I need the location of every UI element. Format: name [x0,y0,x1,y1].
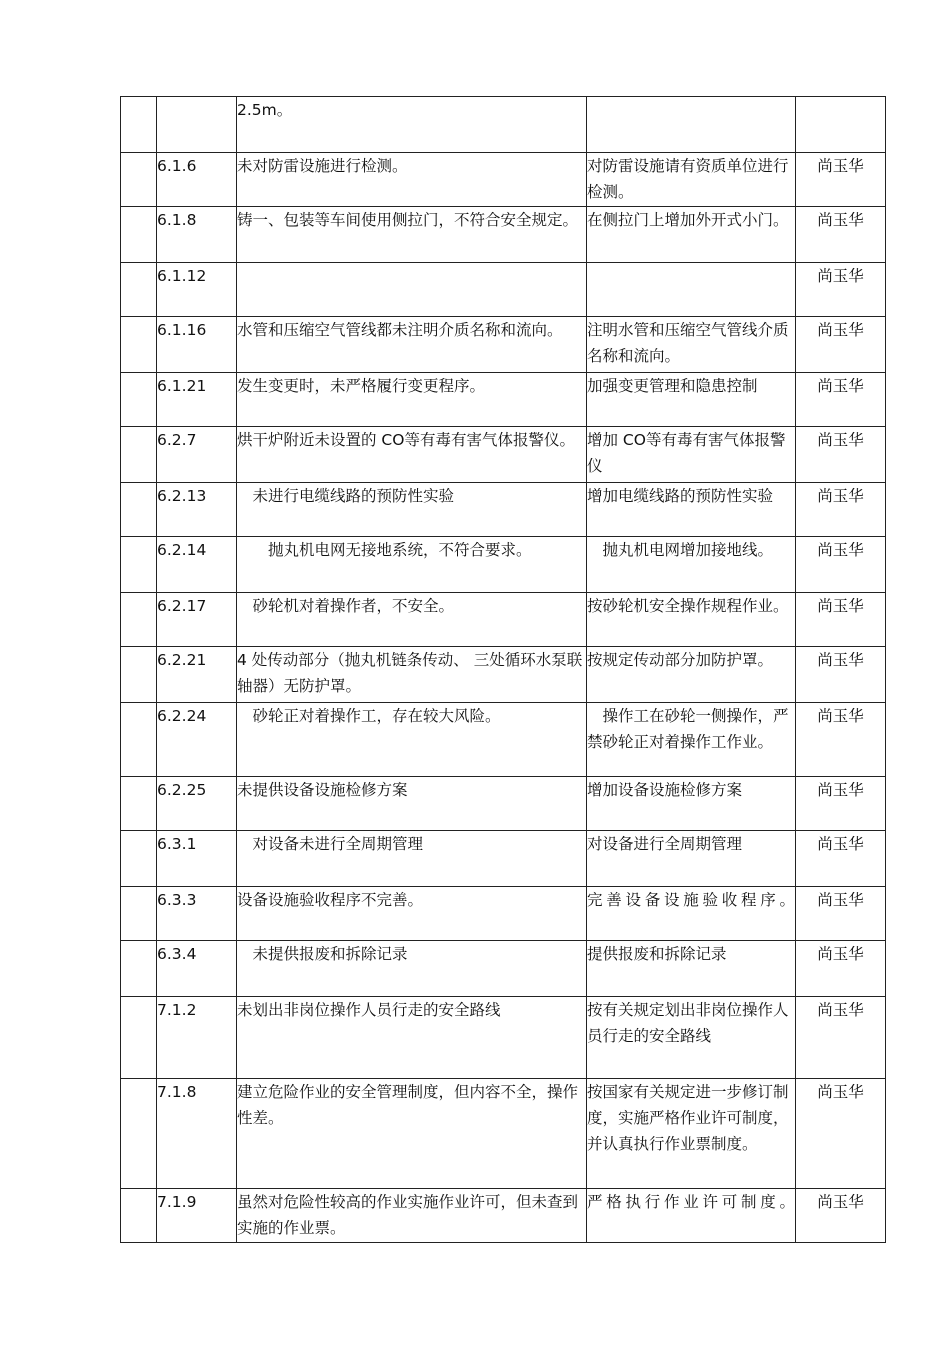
table-row [121,97,886,153]
row-index-cell [121,647,157,703]
issue-cell [237,373,587,427]
issue-cell-text: 未划出非岗位操作人员行走的安全路线 [237,1001,501,1019]
measure-cell [587,483,796,537]
measure-cell-text: 提供报废和拆除记录 [587,945,727,963]
owner-cell-text: 尚玉华 [817,597,864,615]
owner-cell-text: 尚玉华 [817,487,864,505]
row-index-cell [121,1189,157,1243]
row-index-cell [121,941,157,997]
owner-cell [796,537,886,593]
owner-cell [796,941,886,997]
issue-cell-text: 对设备未进行全周期管理 [237,835,424,853]
owner-cell [796,153,886,207]
row-index-cell [121,153,157,207]
issue-cell-text: 砂轮正对着操作工，存在较大风险。 [237,707,501,725]
owner-cell [796,373,886,427]
owner-cell [796,887,886,941]
owner-cell [796,97,886,153]
measure-cell-text: 增加 CO等有毒有害气体报警仪 [587,431,786,475]
clause-code-cell-text: 6.1.6 [157,157,197,175]
owner-cell-text: 尚玉华 [817,945,864,963]
issue-cell [237,1079,587,1189]
measure-cell [587,427,796,483]
issue-cell [237,263,587,317]
clause-code-cell [157,941,237,997]
owner-cell-text: 尚玉华 [817,157,864,175]
issue-cell-text: 发生变更时，未严格履行变更程序。 [237,377,486,395]
row-index-cell [121,483,157,537]
row-index-cell [121,373,157,427]
issue-cell [237,703,587,777]
measure-cell [587,887,796,941]
row-index-cell [121,317,157,373]
owner-cell [796,831,886,887]
table-row [121,153,886,207]
row-index-cell [121,427,157,483]
measure-cell-text: 按砂轮机安全操作规程作业。 [587,597,789,615]
issue-cell [237,831,587,887]
row-index-cell [121,263,157,317]
measure-cell-text: 增加电缆线路的预防性实验 [587,487,774,505]
clause-code-cell-text: 6.1.8 [157,211,197,229]
clause-code-cell-text: 6.3.3 [157,891,197,909]
measure-cell-text: 对防雷设施请有资质单位进行检测。 [587,157,789,201]
issue-cell [237,427,587,483]
clause-code-cell [157,263,237,317]
measure-cell [587,997,796,1079]
table-row [121,317,886,373]
issue-cell [237,941,587,997]
clause-code-cell [157,647,237,703]
measure-cell [587,537,796,593]
measure-cell [587,703,796,777]
owner-cell-text: 尚玉华 [817,781,864,799]
issue-cell-text: 建立危险作业的安全管理制度，但内容不全，操作性差。 [237,1083,579,1127]
row-index-cell [121,97,157,153]
clause-code-cell [157,537,237,593]
clause-code-cell [157,997,237,1079]
issue-cell-text: 砂轮机对着操作者，不安全。 [237,597,455,615]
row-index-cell [121,1079,157,1189]
row-index-cell [121,703,157,777]
table-row [121,593,886,647]
owner-cell-text: 尚玉华 [817,377,864,395]
clause-code-cell-text: 6.2.24 [157,707,207,725]
clause-code-cell-text: 6.2.7 [157,431,197,449]
owner-cell [796,997,886,1079]
issue-cell-text: 未对防雷设施进行检测。 [237,157,408,175]
issue-cell-text: 抛丸机电网无接地系统，不符合要求。 [237,541,532,559]
clause-code-cell [157,373,237,427]
owner-cell [796,1189,886,1243]
table-row [121,647,886,703]
clause-code-cell [157,207,237,263]
measure-cell [587,593,796,647]
issue-cell [237,777,587,831]
measure-cell [587,1189,796,1243]
owner-cell-text: 尚玉华 [817,651,864,669]
clause-code-cell-text: 6.2.13 [157,487,207,505]
owner-cell-text: 尚玉华 [817,835,864,853]
measure-cell-text: 按规定传动部分加防护罩。 [587,651,774,669]
owner-cell [796,263,886,317]
measure-cell-text: 严格执行作业许可制度。 [587,1193,795,1211]
measure-cell-text: 操作工在砂轮一侧操作，严禁砂轮正对着操作工作业。 [587,707,789,751]
measure-cell-text: 在侧拉门上增加外开式小门。 [587,211,789,229]
owner-cell-text: 尚玉华 [817,1083,864,1101]
owner-cell-text: 尚玉华 [817,431,864,449]
measure-cell [587,317,796,373]
issue-cell-text: 烘干炉附近未设置的 CO等有毒有害气体报警仪。 [237,431,575,449]
issue-cell [237,887,587,941]
issue-cell [237,537,587,593]
clause-code-cell-text: 6.1.16 [157,321,207,339]
row-index-cell [121,593,157,647]
clause-code-cell-text: 7.1.8 [157,1083,197,1101]
table-row [121,997,886,1079]
table-row [121,1189,886,1243]
measure-cell [587,373,796,427]
owner-cell-text: 尚玉华 [817,267,864,285]
clause-code-cell-text: 6.2.17 [157,597,207,615]
table-body [121,97,886,1243]
clause-code-cell-text: 6.2.21 [157,651,207,669]
measure-cell [587,1079,796,1189]
clause-code-cell [157,153,237,207]
issue-cell-text: 铸一、包装等车间使用侧拉门，不符合安全规定。 [237,211,579,229]
clause-code-cell-text: 7.1.2 [157,1001,197,1019]
clause-code-cell [157,317,237,373]
row-index-cell [121,831,157,887]
clause-code-cell [157,1079,237,1189]
owner-cell [796,703,886,777]
table-row [121,1079,886,1189]
clause-code-cell [157,593,237,647]
clause-code-cell [157,887,237,941]
owner-cell [796,483,886,537]
issue-cell [237,997,587,1079]
owner-cell-text: 尚玉华 [817,891,864,909]
table-row [121,483,886,537]
owner-cell-text: 尚玉华 [817,707,864,725]
issue-cell [237,207,587,263]
clause-code-cell [157,703,237,777]
table-row [121,887,886,941]
owner-cell [796,777,886,831]
issue-cell-text: 2.5m。 [237,101,293,119]
issue-cell-text: 未提供设备设施检修方案 [237,781,408,799]
table-row [121,427,886,483]
clause-code-cell-text: 6.3.4 [157,945,197,963]
owner-cell-text: 尚玉华 [817,321,864,339]
issue-cell [237,153,587,207]
measure-cell [587,831,796,887]
measure-cell [587,153,796,207]
owner-cell-text: 尚玉华 [817,1001,864,1019]
clause-code-cell-text: 6.1.21 [157,377,207,395]
table-row [121,373,886,427]
owner-cell [796,1079,886,1189]
table-row [121,207,886,263]
owner-cell-text: 尚玉华 [817,211,864,229]
measure-cell [587,941,796,997]
measure-cell-text: 按有关规定划出非岗位操作人员行走的安全路线 [587,1001,789,1045]
owner-cell [796,317,886,373]
row-index-cell [121,207,157,263]
issue-cell-text: 未提供报废和拆除记录 [237,945,408,963]
table-row [121,831,886,887]
issue-cell-text: 4 处传动部分（抛丸机链条传动、 三处循环水泵联轴器）无防护罩。 [237,651,583,695]
owner-cell-text: 尚玉华 [817,541,864,559]
table-row [121,703,886,777]
measure-cell [587,97,796,153]
measure-cell-text: 完善设备设施验收程序。 [587,891,795,909]
owner-cell [796,427,886,483]
measure-cell [587,647,796,703]
clause-code-cell-text: 6.3.1 [157,835,197,853]
issue-cell [237,593,587,647]
measure-cell-text: 加强变更管理和隐患控制 [587,377,758,395]
measure-cell-text: 按国家有关规定进一步修订制度，实施严格作业许可制度，并认真执行作业票制度。 [587,1083,789,1153]
measure-cell-text: 增加设备设施检修方案 [587,781,743,799]
issue-cell-text: 水管和压缩空气管线都未注明介质名称和流向。 [237,321,563,339]
owner-cell [796,647,886,703]
clause-code-cell [157,97,237,153]
issue-cell-text: 虽然对危险性较高的作业实施作业许可，但未查到实施的作业票。 [237,1193,579,1237]
owner-cell-text: 尚玉华 [817,1193,864,1211]
hazard-rectification-table [120,96,886,1243]
issue-cell-text: 未进行电缆线路的预防性实验 [237,487,455,505]
clause-code-cell [157,483,237,537]
clause-code-cell [157,831,237,887]
issue-cell [237,97,587,153]
measure-cell-text: 抛丸机电网增加接地线。 [587,541,774,559]
clause-code-cell-text: 6.2.14 [157,541,207,559]
clause-code-cell-text: 6.2.25 [157,781,207,799]
table-row [121,777,886,831]
measure-cell [587,263,796,317]
measure-cell [587,207,796,263]
row-index-cell [121,997,157,1079]
row-index-cell [121,777,157,831]
row-index-cell [121,887,157,941]
table-row [121,537,886,593]
row-index-cell [121,537,157,593]
owner-cell [796,207,886,263]
clause-code-cell [157,777,237,831]
measure-cell [587,777,796,831]
table-row [121,263,886,317]
clause-code-cell [157,1189,237,1243]
measure-cell-text: 对设备进行全周期管理 [587,835,743,853]
issue-cell [237,483,587,537]
clause-code-cell-text: 6.1.12 [157,267,207,285]
issue-cell-text: 设备设施验收程序不完善。 [237,891,424,909]
issue-cell [237,1189,587,1243]
measure-cell-text: 注明水管和压缩空气管线介质名称和流向。 [587,321,789,365]
owner-cell [796,593,886,647]
issue-cell [237,647,587,703]
clause-code-cell-text: 7.1.9 [157,1193,197,1211]
issue-cell [237,317,587,373]
clause-code-cell [157,427,237,483]
table-row [121,941,886,997]
